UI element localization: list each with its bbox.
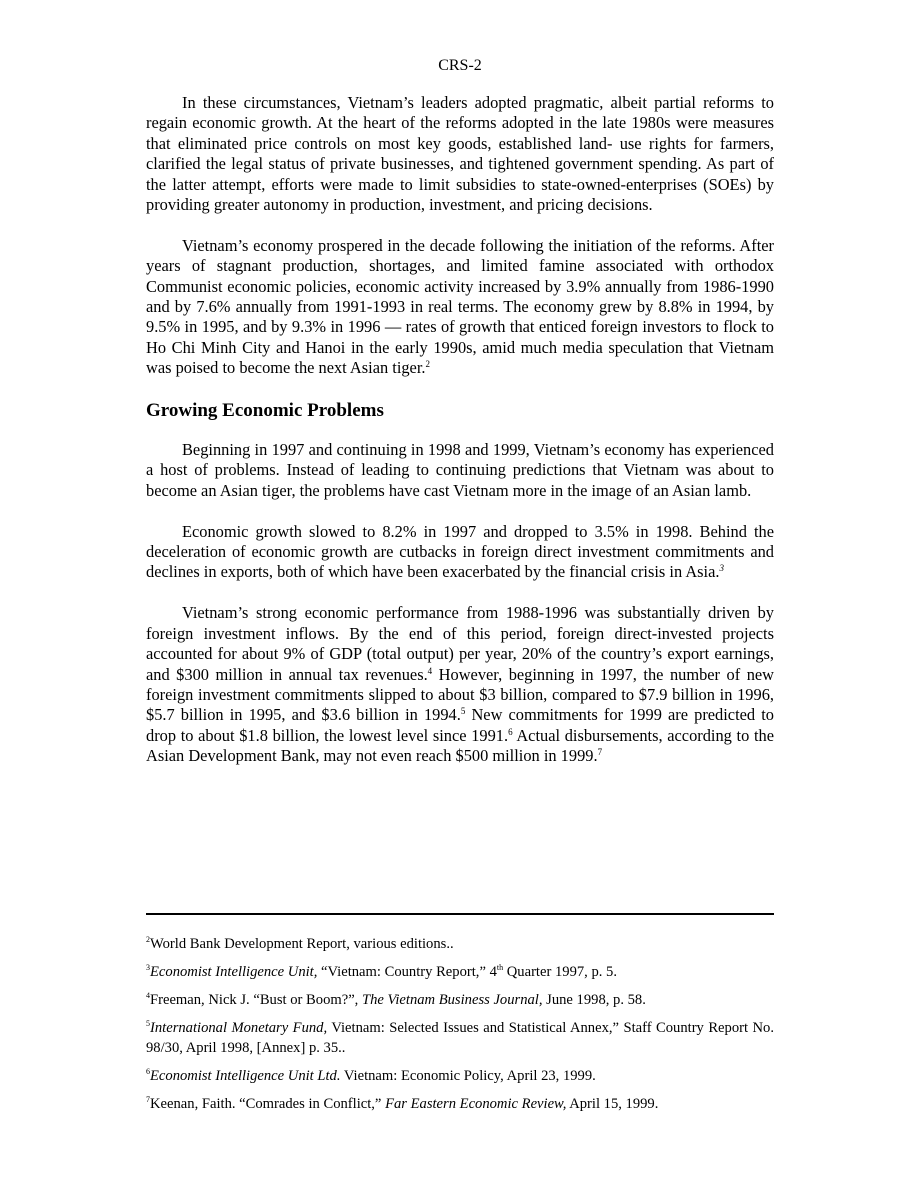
paragraph-prosperity	[146, 236, 774, 379]
footnote-text: Vietnam: Economic Policy, April 23, 1999.	[340, 1068, 596, 1084]
footnote-text: Quarter 1997, p. 5.	[503, 964, 617, 980]
document-body	[146, 93, 774, 787]
paragraph-text: Actual disbursements, according to the Asian Development Bank, may not even reach $500 million in 1999.	[146, 725, 774, 766]
footnote-ref: 3	[719, 563, 724, 574]
footnote-number: 2	[146, 935, 150, 944]
paragraph-text: Vietnam’s economy prospered in the decade following the initiation of the reforms. After years of stagnant production, shortages, and limited famine associated with orthodox Communist economic policies, economic activity increased by 3.9% annually from 1986-1990 and by 7.6% annually from 1991-1993 in real terms. The economy grew by 8.8% in 1994, by 9.5% in 1995, and by 9.3% in 1996 — rates of growth that enticed foreign investors to flock to Ho Chi Minh City and Hanoi in the early 1990s, amid much media speculation that Vietnam was poised to become the next Asian tiger.	[146, 235, 774, 378]
paragraph-growth-slowdown	[146, 522, 774, 583]
page-header: CRS-2	[438, 57, 482, 74]
footnote-number: 6	[146, 1067, 150, 1076]
footnote-source: International Monetary Fund,	[150, 1020, 328, 1036]
paragraph-text: Economic growth slowed to 8.2% in 1997 and dropped to 3.5% in 1998. Behind the deceleration of economic growth are cutbacks in foreign direct investment commitments and declines in exports, both of which have been exacerbated by the financial crisis in Asia.	[146, 521, 774, 582]
paragraph-text: New commitments for 1999 are predicted to drop to about $1.8 billion, the lowest level since 1991.	[146, 705, 774, 745]
footnote-text: “Vietnam: Country Report,” 4	[317, 964, 497, 980]
footnote-2	[146, 934, 774, 954]
footnote-ref: 7	[597, 747, 603, 758]
footnote-source: Economist Intelligence Unit Ltd.	[150, 1068, 341, 1084]
paragraph-text: However, beginning in 1997, the number of new foreign investment commitments slipped to about $3 billion, compared to $7.9 billion in 1996, $5.7 billion in 1995, and $3.6 billion in 1994.	[146, 664, 774, 725]
footnote-7	[146, 1094, 774, 1114]
section-heading: Growing Economic Problems	[146, 400, 384, 422]
paragraph-foreign-investment	[146, 603, 774, 766]
footnote-text: Vietnam: Selected Issues and Statistical Annex,” Staff Country Report No. 98/30, April 1998, [Annex] p. 35..	[146, 1020, 774, 1056]
footnote-ref: 2	[425, 359, 430, 370]
footnotes	[146, 934, 774, 1122]
footnote-divider	[146, 913, 774, 915]
footnote-text: Keenan, Faith. “Comrades in Conflict,”	[150, 1096, 386, 1112]
footnote-text: Freeman, Nick J. “Bust or Boom?”,	[150, 992, 362, 1008]
footnote-text: World Bank Development Report, various editions..	[150, 936, 454, 952]
footnote-number: 4	[146, 991, 150, 1000]
paragraph-text: Beginning in 1997 and continuing in 1998 and 1999, Vietnam’s economy has experienced a host of problems. Instead of leading to continuing predictions that Vietnam was about to become an Asian tiger, the problems have cast Vietnam more in the image of an Asian lamb.	[146, 440, 774, 500]
footnote-ref: 4	[427, 665, 433, 676]
footnote-source: Far Eastern Economic Review,	[385, 1096, 567, 1112]
paragraph-text: Vietnam’s strong economic performance from 1988-1996 was substantially driven by foreign investment inflows. By the end of this period, foreign direct-invested projects accounted for about 9% of GDP (total output) per year, 20% of the country’s export earnings, and $300 million in annual tax revenues.	[146, 603, 774, 684]
ordinal-suffix: th	[496, 963, 504, 972]
footnote-number: 5	[146, 1019, 150, 1028]
footnote-4	[146, 990, 774, 1010]
footnote-5	[146, 1018, 774, 1058]
paragraph-reforms	[146, 93, 774, 215]
footnote-6	[146, 1066, 774, 1086]
footnote-3	[146, 962, 774, 982]
footnote-text: June 1998, p. 58.	[542, 992, 646, 1008]
footnote-ref: 5	[460, 706, 466, 717]
paragraph-problems	[146, 440, 774, 501]
footnote-number: 7	[146, 1095, 150, 1104]
footnote-text: April 15, 1999.	[566, 1096, 659, 1112]
footnote-source: Economist Intelligence Unit,	[150, 964, 318, 980]
footnote-source: The Vietnam Business Journal,	[361, 992, 543, 1008]
footnote-ref: 6	[508, 726, 513, 737]
paragraph-text: In these circumstances, Vietnam’s leaders adopted pragmatic, albeit partial reforms to regain economic growth. At the heart of the reforms adopted in the late 1980s were measures that eliminated price controls on most key goods, established land- use rights for farmers, clarified the legal status of private businesses, and tightened government spending. As part of the latter attempt, efforts were made to limit subsidies to state-owned-enterprises (SOEs) by providing greater autonomy in production, investment, and pricing decisions.	[146, 93, 774, 215]
footnote-number: 3	[146, 963, 150, 972]
